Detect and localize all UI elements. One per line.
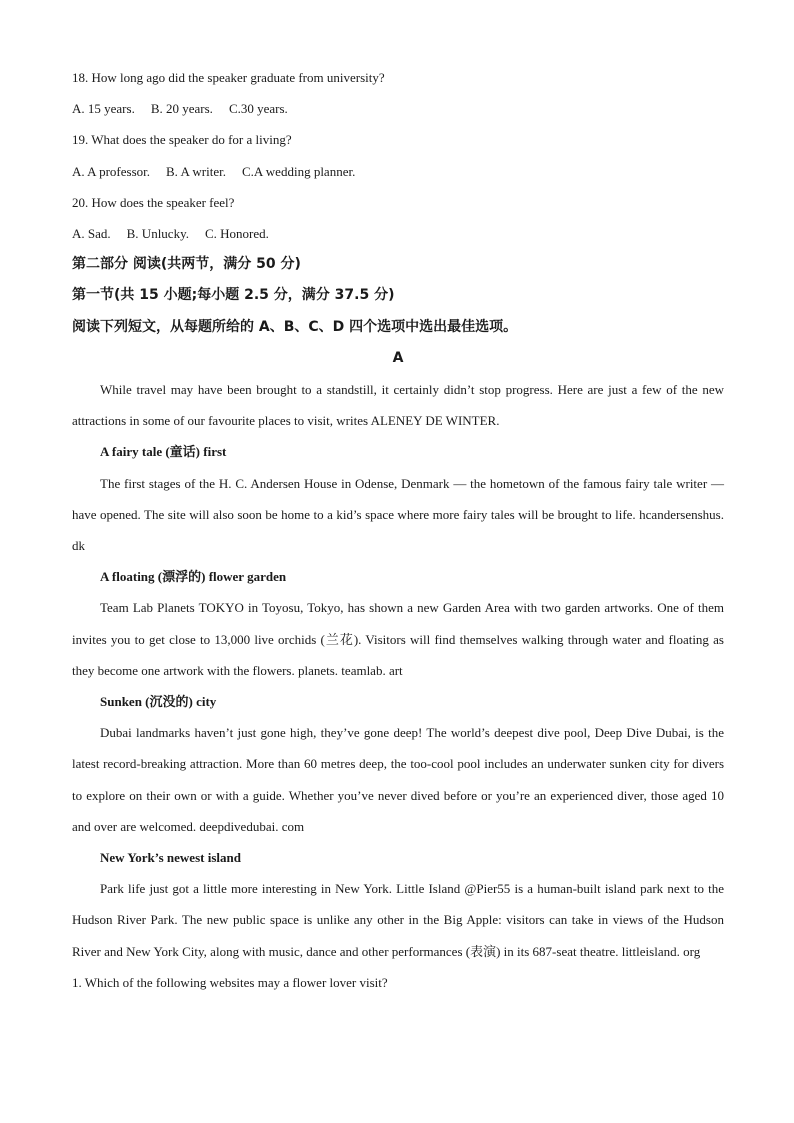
section-body: The first stages of the H. C. Andersen House in Odense, Denmark — the hometown of the famous fairy tale writer — have opened. The site will also soon be home to a kid’s space where more fairy tales will be brought to life. hcandersenshus. dk — [72, 475, 724, 554]
option-c: C.30 years. — [228, 101, 288, 117]
option-b: B. A writer. — [166, 163, 226, 179]
section-heading: New York’s newest island — [100, 850, 241, 866]
option-b: B. 20 years. — [150, 101, 213, 117]
passage-intro: While travel may have been brought to a standstill, it certainly didn’t stop progress. Here are just a few of the new attractions in some of our favourite places to visit, writes ALENEY DE WINTER. — [72, 382, 724, 429]
option-a: A. A professor. — [72, 163, 150, 179]
option-a: A. 15 years. — [72, 101, 135, 117]
passage-label: A — [392, 349, 404, 366]
option-c: C. Honored. — [205, 226, 269, 242]
question-20: 20. How does the speaker feel? — [72, 194, 235, 210]
question-18: 18. How long ago did the speaker graduate from university? — [72, 70, 385, 85]
section-body: Park life just got a little more interesting in New York. Little Island @Pier55 is a human-built island park next to the Hudson River Park. The new public space is unlike any other in the Big Apple: visitors can take in views of the Hudson River and New York City, along with music, dance and other performances (表演) in its 687-seat theatre. littleisland. org — [72, 881, 724, 959]
section-body: Team Lab Planets TOKYO in Toyosu, Tokyo, has shown a new Garden Area with two garden artworks. One of them invites you to get close to 13,000 live orchids (兰花). Visitors will find themselves walking through water and floating as they become one artwork with the flowers. planets. teamlab. art — [72, 600, 724, 678]
instruction: 阅读下列短文，从每题所给的 A、B、C、D 四个选项中选出最佳选项。 — [72, 318, 518, 335]
question-18-options — [72, 93, 724, 124]
option-a: A. Sad. — [72, 226, 111, 242]
page-content — [72, 62, 724, 998]
option-b: B. Unlucky. — [126, 226, 189, 242]
question-19-options — [72, 156, 724, 187]
section-body: Dubai landmarks haven’t just gone high, they’ve gone deep! The world’s deepest dive pool, Deep Dive Dubai, is the latest record-breaking attraction. More than 60 metres deep, the too-cool pool includes an underwater sunken city for divers to explore on their own or with a guide. Whether you’ve never dived before or you’re an experienced diver, those aged 10 and over are welcomed. deepdivedubai. com — [72, 725, 724, 834]
section-heading: A floating (漂浮的) flower garden — [100, 569, 287, 585]
section-heading: Sunken (沉没的) city — [100, 694, 217, 710]
question-19: 19. What does the speaker do for a living? — [72, 132, 292, 148]
question-20-options — [72, 218, 724, 249]
part-title: 第一节(共 15 小题;每小题 2.5 分，满分 37.5 分) — [72, 287, 395, 304]
section-title: 第二部分 阅读(共两节，满分 50 分) — [72, 256, 301, 273]
question-1: 1. Which of the following websites may a flower lover visit? — [72, 974, 388, 990]
section-heading: A fairy tale (童话) first — [100, 444, 227, 460]
option-c: C.A wedding planner. — [241, 163, 356, 179]
